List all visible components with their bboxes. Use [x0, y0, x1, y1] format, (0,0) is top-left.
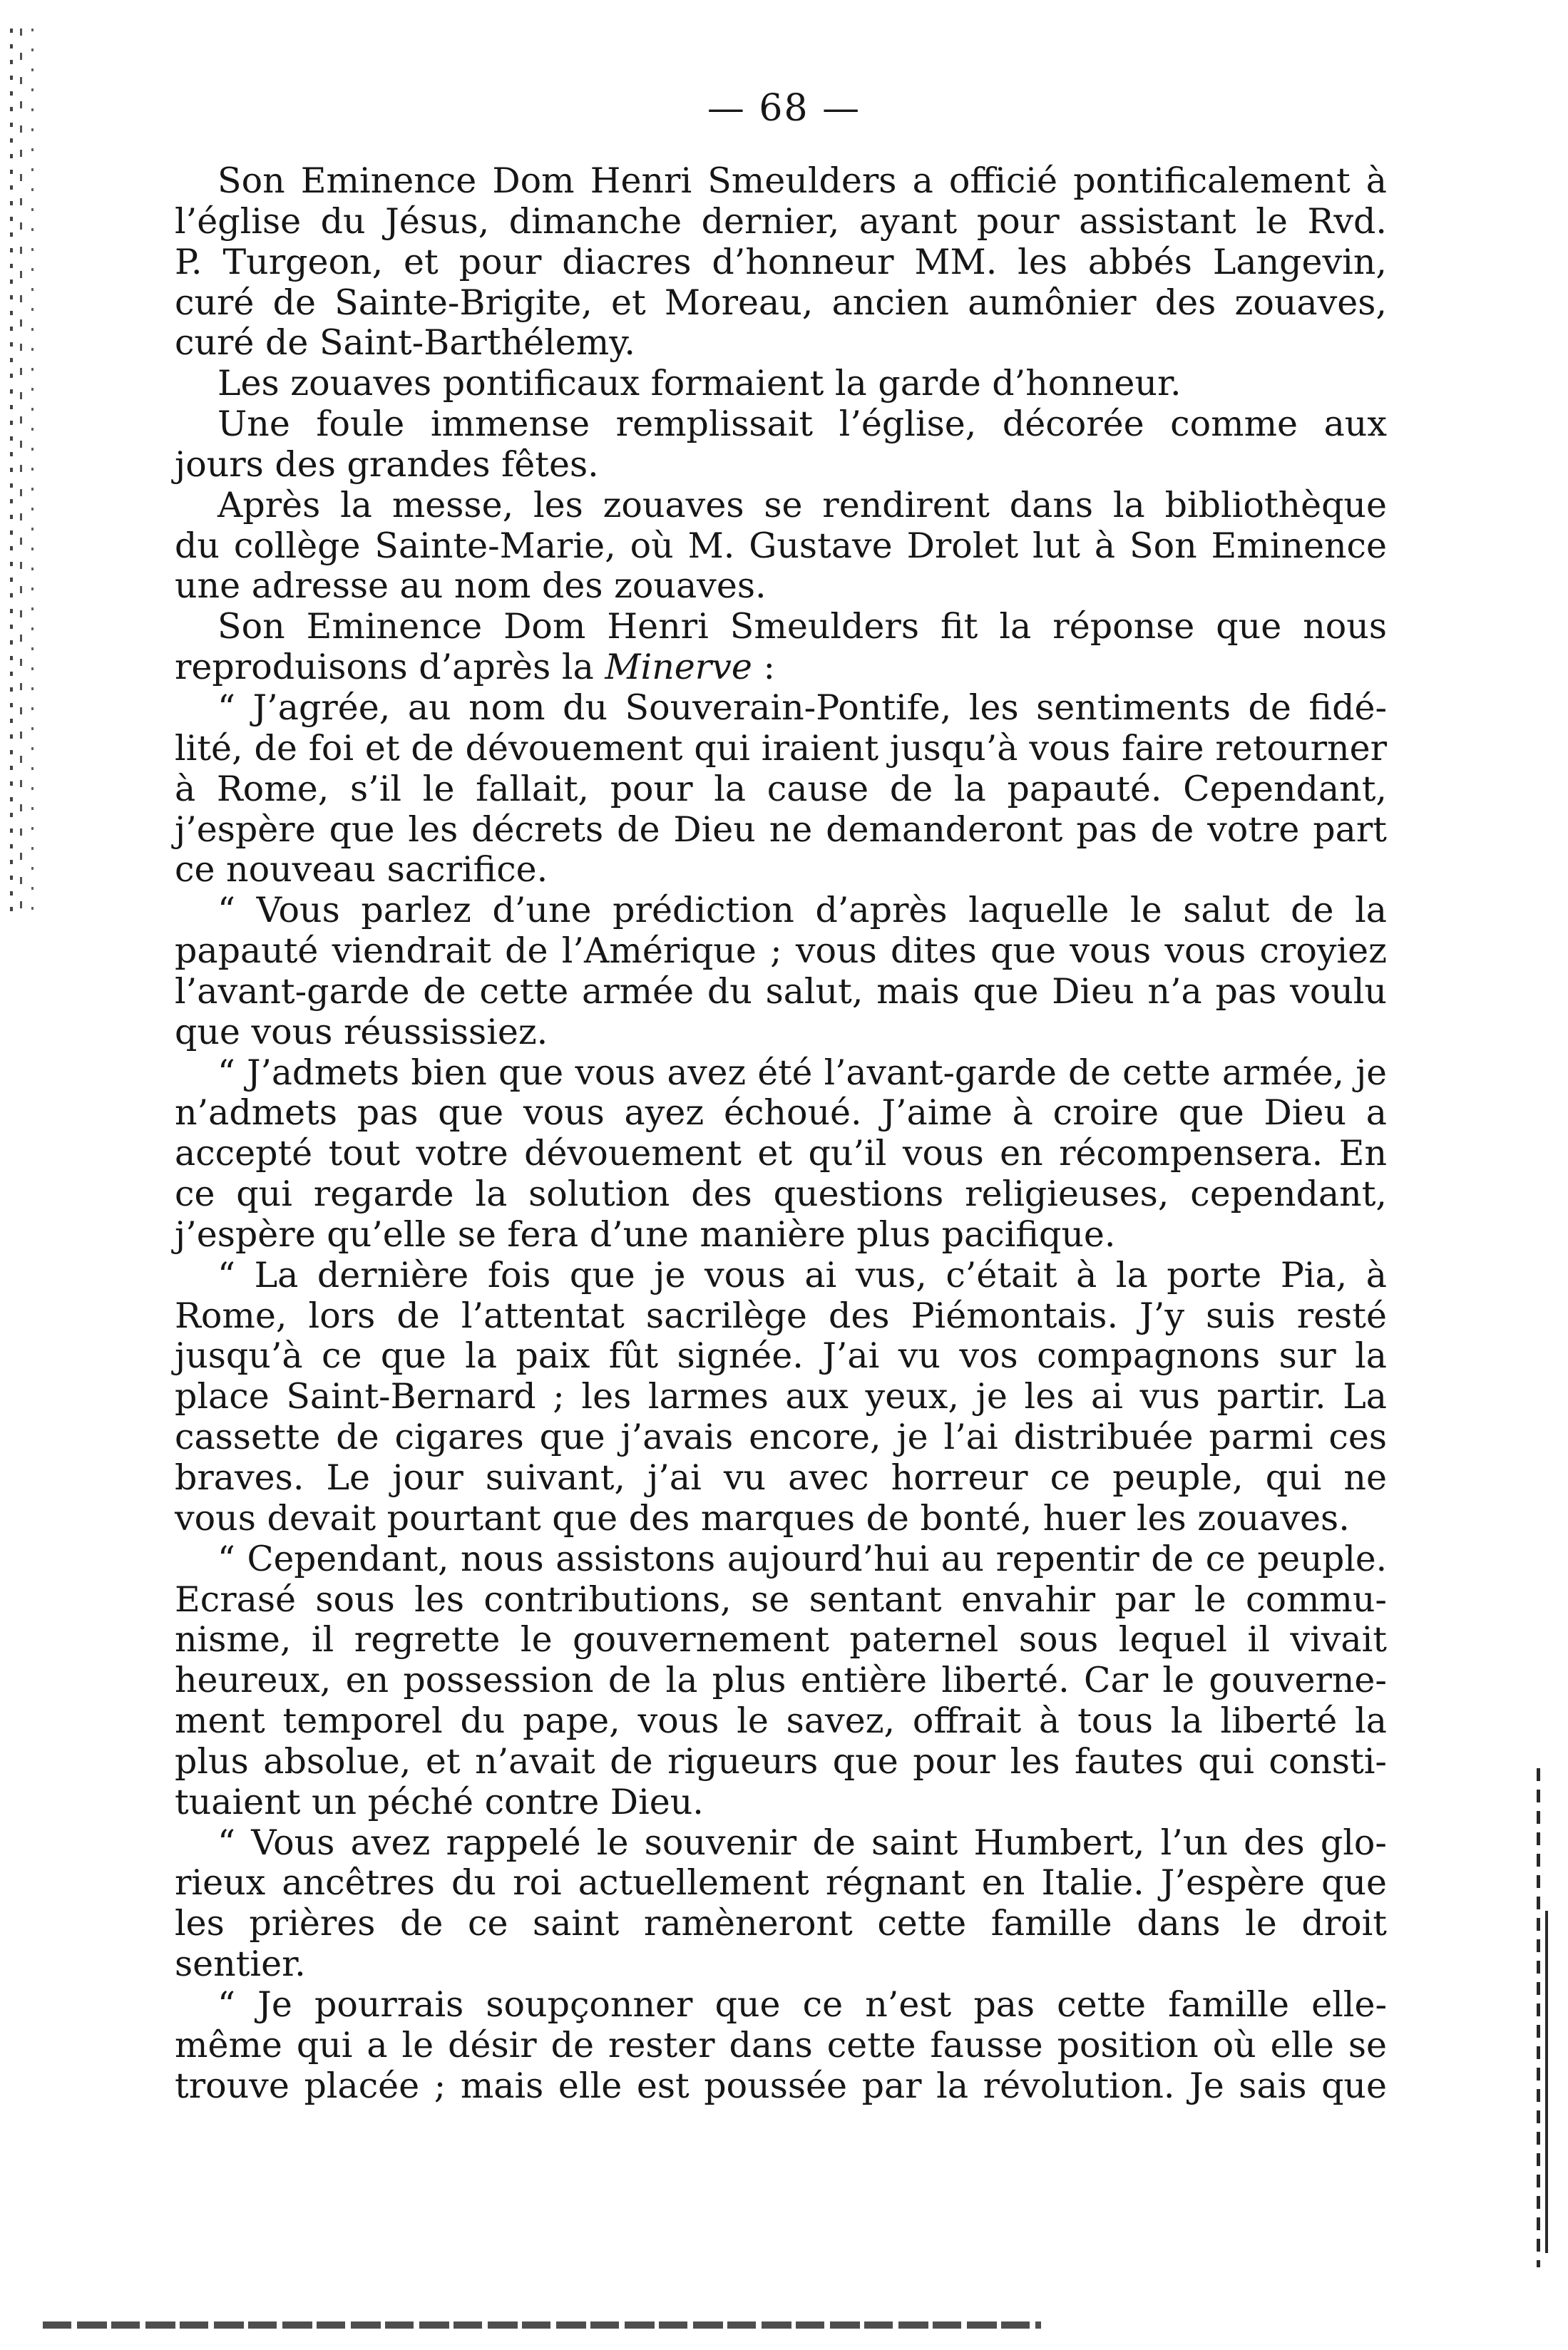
text-line: rieux ancêtres du roi actuellement régnant en Italie. J’espère que — [175, 1862, 1387, 1904]
text-line: une adresse au nom des zouaves. — [175, 565, 767, 607]
text-line: papauté viendrait de l’Amérique ; vous dites que vous vous croyiez — [175, 930, 1387, 972]
journal-title: Minerve — [605, 647, 752, 688]
text-line: sentier. — [175, 1944, 306, 1985]
text-line: à Rome, s’il le fallait, pour la cause de la papauté. Cependant, — [175, 768, 1387, 809]
page-number: — 68 — — [707, 87, 861, 130]
text-line: place Saint-Bernard ; les larmes aux yeux, je les ai vus partir. La — [175, 1376, 1387, 1417]
text-line: “ J’agrée, au nom du Souverain-Pontife, les sentiments de fidé- — [217, 687, 1387, 728]
bottom-rule — [43, 2321, 1041, 2329]
text-line: Une foule immense remplissait l’église, décorée comme aux — [217, 404, 1387, 445]
text-line: j’espère que les décrets de Dieu ne demanderont pas de votre part — [175, 809, 1387, 850]
right-edge-marks — [1529, 1768, 1551, 2267]
text-line: j’espère qu’elle se fera d’une manière plus pacifique. — [175, 1214, 1116, 1255]
text-line: tuaient un péché contre Dieu. — [175, 1781, 704, 1822]
text-line: Les zouaves pontificaux formaient la garde d’honneur. — [217, 363, 1182, 404]
text-line: Son Eminence Dom Henri Smeulders fit la réponse que nous — [217, 606, 1387, 647]
text-line: curé de Saint-Barthélemy. — [175, 322, 635, 364]
text-line: reproduisons d’après la Minerve : — [175, 647, 775, 688]
body-text — [175, 161, 1387, 2107]
text-line: “ Je pourrais soupçonner que ce n’est pas cette famille elle- — [217, 1984, 1387, 2025]
text-line: n’admets pas que vous ayez échoué. J’aime à croire que Dieu a — [175, 1092, 1387, 1134]
text-line: nisme, il regrette le gouvernement paternel sous lequel il vivait — [175, 1619, 1387, 1661]
text-line: ment temporel du pape, vous le savez, offrait à tous la liberté la — [175, 1700, 1387, 1742]
text-line: braves. Le jour suivant, j’ai vu avec horreur ce peuple, qui ne — [175, 1457, 1387, 1498]
text-line: trouve placée ; mais elle est poussée par la révolution. Je sais que — [175, 2065, 1387, 2106]
text-line: ce nouveau sacrifice. — [175, 849, 548, 891]
text-line: cassette de cigares que j’avais encore, je l’ai distribuée parmi ces — [175, 1417, 1387, 1458]
text-line: “ Cependant, nous assistons aujourd’hui au repentir de ce peuple. — [217, 1539, 1387, 1579]
text-line: du collège Sainte-Marie, où M. Gustave Drolet lut à Son Eminence — [175, 525, 1387, 566]
text-line: vous devait pourtant que des marques de bonté, huer les zouaves. — [175, 1497, 1350, 1539]
text-line: ce qui regarde la solution des questions religieuses, cependant, — [175, 1174, 1387, 1215]
text-line: Rome, lors de l’attentat sacrilège des Piémontais. J’y suis resté — [175, 1295, 1387, 1336]
text-line: que vous réussissiez. — [175, 1011, 548, 1052]
text-line: l’avant-garde de cette armée du salut, mais que Dieu n’a pas voulu — [175, 970, 1387, 1012]
text-line: accepté tout votre dévouement et qu’il vous en récompensera. En — [175, 1133, 1387, 1174]
text-line: jours des grandes fêtes. — [175, 443, 599, 485]
text-line: les prières de ce saint ramèneront cette famille dans le droit — [175, 1903, 1387, 1944]
text-line: même qui a le désir de rester dans cette fausse position où elle se — [175, 2024, 1387, 2066]
text-line: “ J’admets bien que vous avez été l’avant-garde de cette armée, je — [217, 1052, 1387, 1093]
text-line: Ecrasé sous les contributions, se sentant envahir par le commu- — [175, 1579, 1387, 1620]
text-line: Son Eminence Dom Henri Smeulders a officié pontificalement à — [217, 160, 1387, 201]
text-line: P. Turgeon, et pour diacres d’honneur MM. les abbés Langevin, — [175, 241, 1387, 282]
text-line: Après la messe, les zouaves se rendirent dans la bibliothèque — [217, 484, 1387, 525]
text-line: jusqu’à ce que la paix fût signée. J’ai vu vos compagnons sur la — [175, 1335, 1387, 1377]
text-line: l’église du Jésus, dimanche dernier, ayant pour assistant le Rvd. — [175, 200, 1387, 242]
text-line: lité, de foi et de dévouement qui iraient jusqu’à vous faire retourner — [175, 727, 1387, 769]
text-line: curé de Sainte-Brigite, et Moreau, ancien aumônier des zouaves, — [175, 282, 1387, 323]
text-line: “ Vous avez rappelé le souvenir de saint Humbert, l’un des glo- — [217, 1822, 1387, 1863]
text-line: heureux, en possession de la plus entière liberté. Car le gouverne- — [175, 1660, 1387, 1701]
text-line: “ La dernière fois que je vous ai vus, c’était à la porte Pia, à — [217, 1254, 1387, 1295]
binding-edge-marks — [10, 29, 39, 920]
text-line: “ Vous parlez d’une prédiction d’après laquelle le salut de la — [217, 890, 1387, 931]
text-line: plus absolue, et n’avait de rigueurs que pour les fautes qui consti- — [175, 1740, 1387, 1782]
